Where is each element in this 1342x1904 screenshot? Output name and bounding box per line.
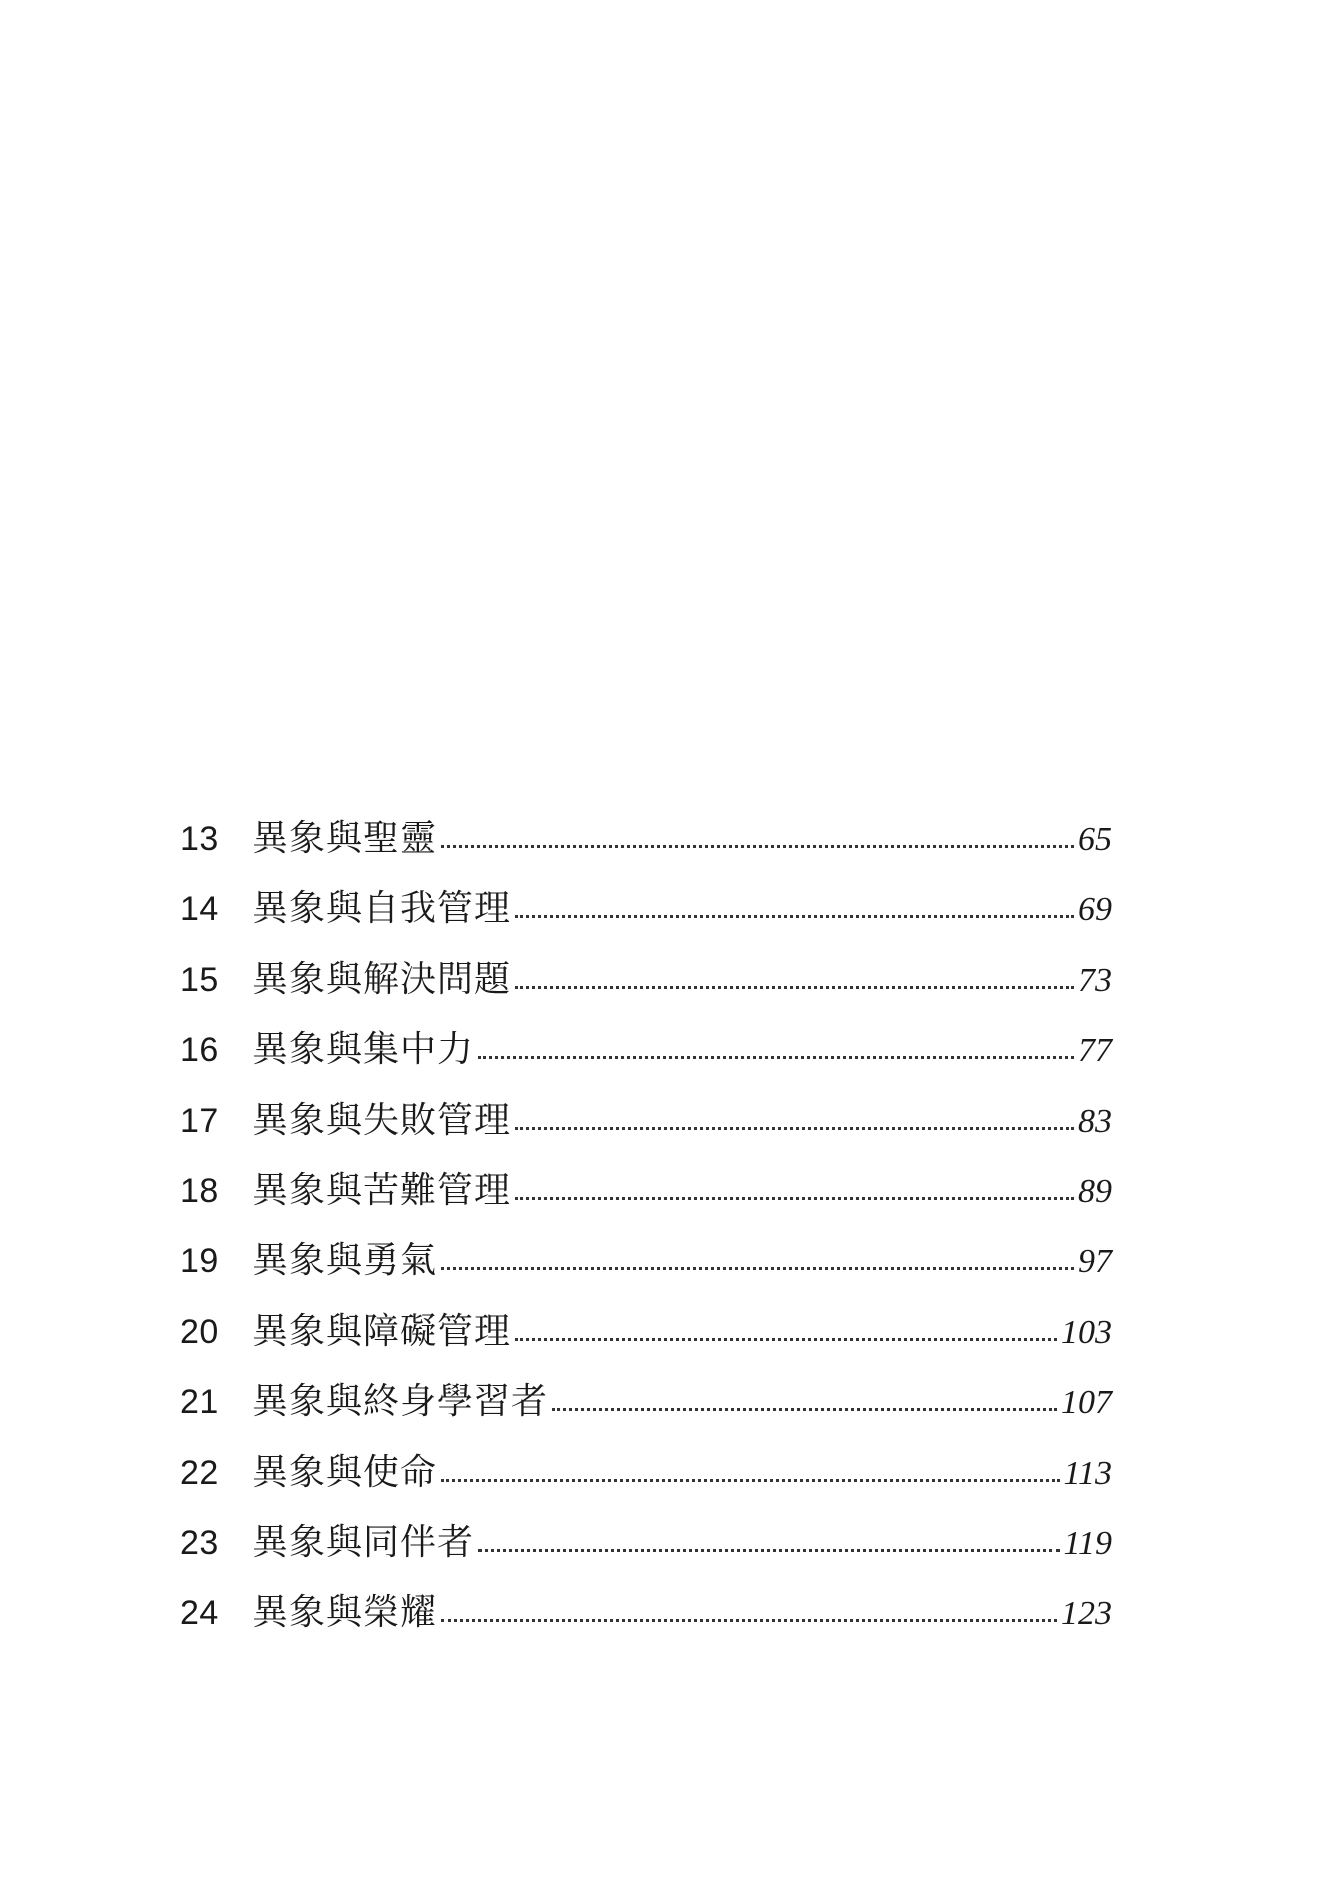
toc-entry-page: 77 <box>1078 1032 1112 1070</box>
toc-entry-number: 23 <box>180 1523 219 1562</box>
toc-entry-number: 20 <box>180 1312 219 1351</box>
toc-entry-title: 異象與苦難管理 <box>252 1169 512 1211</box>
toc-entry-title: 異象與失敗管理 <box>252 1099 512 1141</box>
dot-leader <box>515 986 1074 989</box>
dot-leader <box>515 1127 1074 1130</box>
dot-leader <box>441 845 1074 848</box>
toc-entry <box>180 1514 1112 1584</box>
dot-leader <box>441 1267 1074 1270</box>
toc-entry-title: 異象與解決問題 <box>252 958 512 1000</box>
toc-entry-number: 17 <box>180 1101 219 1140</box>
dot-leader <box>478 1056 1074 1059</box>
toc-entry-number: 22 <box>180 1453 219 1492</box>
toc-entry <box>180 1584 1112 1654</box>
toc-entry-number: 13 <box>180 820 219 858</box>
toc-entry <box>180 951 1112 1021</box>
toc-entry <box>180 1373 1112 1443</box>
toc-entry-number: 18 <box>180 1171 219 1210</box>
dot-leader <box>552 1408 1057 1411</box>
dot-leader <box>441 1479 1060 1482</box>
toc-entry-number: 19 <box>180 1242 219 1281</box>
toc-entry-title: 異象與自我管理 <box>252 888 512 930</box>
toc-entry-number: 15 <box>180 960 219 999</box>
toc-entry <box>180 810 1112 880</box>
toc-entry-page: 89 <box>1078 1172 1112 1210</box>
dot-leader <box>515 1338 1057 1341</box>
dot-leader <box>478 1549 1060 1552</box>
toc-entry-page: 103 <box>1061 1313 1112 1351</box>
toc-entry <box>180 1444 1112 1514</box>
toc-entry <box>180 880 1112 950</box>
toc-entry <box>180 1303 1112 1373</box>
table-of-contents <box>180 810 1112 1655</box>
toc-entry-title: 異象與集中力 <box>252 1029 475 1071</box>
toc-entry <box>180 1232 1112 1302</box>
toc-entry-page: 69 <box>1078 891 1112 929</box>
toc-entry-number: 16 <box>180 1031 219 1070</box>
toc-entry-title: 異象與障礙管理 <box>252 1310 512 1352</box>
dot-leader <box>441 1619 1057 1622</box>
toc-entry-page: 83 <box>1078 1102 1112 1140</box>
toc-entry-number: 14 <box>180 890 219 929</box>
toc-entry-page: 73 <box>1078 961 1112 999</box>
toc-entry-title: 異象與聖靈 <box>252 818 438 859</box>
dot-leader <box>515 915 1074 918</box>
toc-entry-title: 異象與同伴者 <box>252 1521 475 1563</box>
toc-entry <box>180 1162 1112 1232</box>
toc-entry-page: 123 <box>1061 1595 1112 1633</box>
toc-entry <box>180 1021 1112 1091</box>
toc-entry-page: 113 <box>1063 1454 1112 1492</box>
toc-entry-page: 65 <box>1078 821 1112 858</box>
toc-entry-title: 異象與榮耀 <box>252 1592 438 1634</box>
toc-entry-title: 異象與終身學習者 <box>252 1381 549 1423</box>
toc-entry-number: 21 <box>180 1383 219 1422</box>
dot-leader <box>515 1197 1074 1200</box>
toc-entry-title: 異象與勇氣 <box>252 1240 438 1282</box>
toc-entry <box>180 1092 1112 1162</box>
toc-entry-title: 異象與使命 <box>252 1451 438 1493</box>
toc-entry-page: 97 <box>1078 1243 1112 1281</box>
toc-entry-page: 119 <box>1063 1524 1112 1562</box>
toc-entry-page: 107 <box>1061 1384 1112 1422</box>
toc-entry-number: 24 <box>180 1594 219 1633</box>
